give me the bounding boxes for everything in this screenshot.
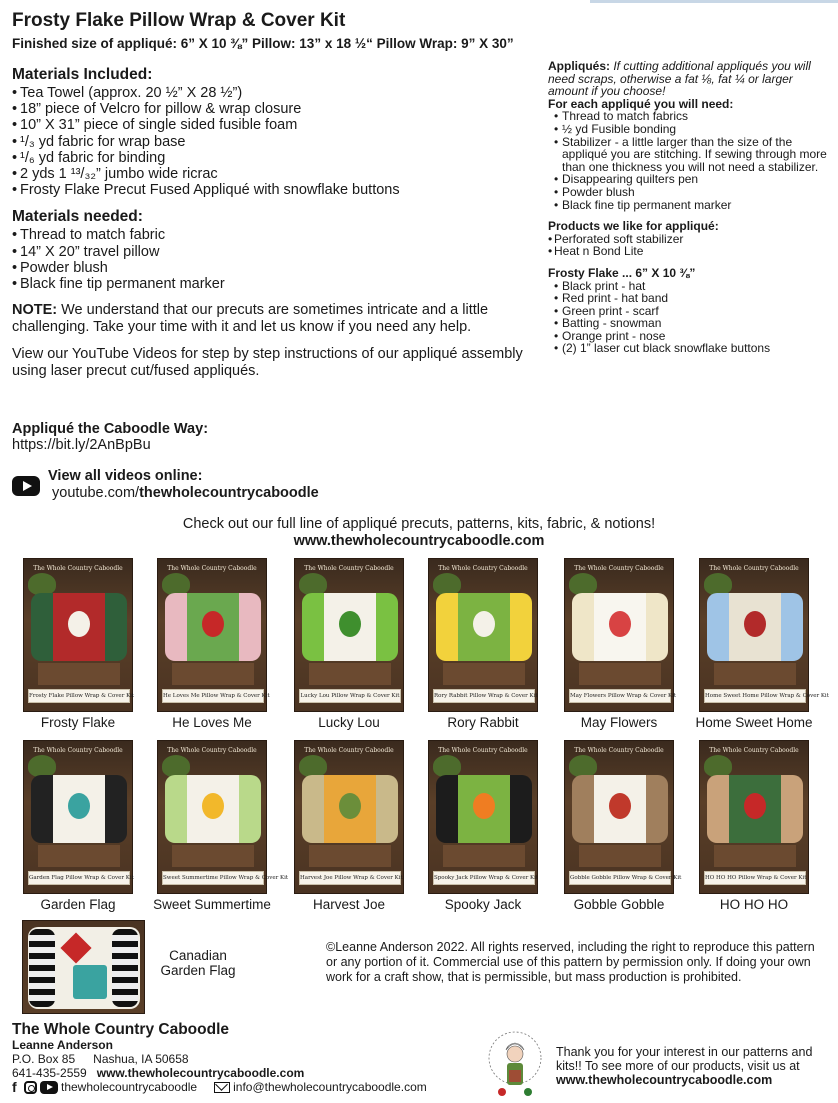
brand-text: The Whole Country Caboodle: [574, 747, 664, 754]
applique-motif: [744, 793, 766, 819]
thanks-website-link[interactable]: www.thewholecountrycaboodle.com: [556, 1073, 773, 1087]
materials-included-list: [12, 85, 532, 198]
list-item: • Black fine tip permanent marker: [12, 276, 532, 292]
list-item: • Thread to match fabric: [12, 227, 532, 243]
product-card[interactable]: [690, 740, 818, 912]
product-name[interactable]: Frosty Flake: [40, 715, 116, 730]
youtube-url-channel: thewholecountrycaboodle: [139, 485, 319, 501]
list-item: • Black fine tip permanent marker: [548, 199, 830, 212]
products-heading: Products we like for appliqué:: [548, 219, 719, 234]
applique-motif: [202, 793, 224, 819]
list-item: • Heat n Bond Lite: [548, 245, 830, 258]
brand-text: The Whole Country Caboodle: [304, 565, 394, 572]
package-label: Sweet Summertime Pillow Wrap & Cover Kit: [162, 871, 264, 885]
footer-phone-number: 641-435-2559: [12, 1066, 87, 1080]
right-column: [548, 60, 830, 355]
list-item: • Disappearing quilters pen: [548, 173, 830, 186]
product-card[interactable]: [690, 558, 829, 730]
list-item: • Green print - scarf: [548, 305, 830, 318]
package-label: May Flowers Pillow Wrap & Cover Kit: [569, 689, 671, 703]
materials-needed-heading: Materials needed:: [12, 208, 143, 226]
list-item: • ¹/₃ yd fabric for wrap base: [12, 134, 532, 150]
plant-decor: [569, 755, 597, 777]
product-image[interactable]: [699, 740, 809, 894]
check-fabric-right: [112, 929, 138, 1007]
wood-crate: [714, 845, 796, 867]
package-label: Gobble Gobble Pillow Wrap & Cover Kit: [569, 871, 671, 885]
note-text: We understand that our precuts are sometimes intricate and a little challenging. Take your time with it and let us know if you need any help.: [12, 302, 489, 336]
package-label: Garden Flag Pillow Wrap & Cover Kit: [28, 871, 130, 885]
applique-motif: [339, 611, 361, 637]
wood-crate: [579, 663, 661, 685]
watering-can-motif: [73, 965, 107, 999]
caboodle-logo: [484, 1030, 546, 1100]
brand-text: The Whole Country Caboodle: [709, 565, 799, 572]
note-paragraph: [12, 302, 532, 336]
top-rule: [590, 0, 838, 3]
list-item: • Orange print - nose: [548, 330, 830, 343]
plant-decor: [433, 755, 461, 777]
promo-website-link[interactable]: www.thewholecountrycaboodle.com: [293, 533, 545, 549]
list-item: • 18” piece of Velcro for pillow & wrap closure: [12, 101, 532, 117]
product-name[interactable]: HO HO HO: [719, 897, 789, 912]
brand-text: The Whole Country Caboodle: [304, 747, 394, 754]
product-card[interactable]: [555, 740, 683, 912]
wood-crate: [443, 663, 525, 685]
list-item: • Powder blush: [548, 186, 830, 199]
brand-text: The Whole Country Caboodle: [33, 747, 123, 754]
copyright-notice: ©Leanne Anderson 2022. All rights reserved, including the right to reproduce this pattern or any portion of it. Commercial use of this pattern by permission only. If doing your own work for a craft show, that is permissible, but mass production is prohibited.: [326, 940, 815, 984]
wood-crate: [579, 845, 661, 867]
brand-text: The Whole Country Caboodle: [167, 747, 257, 754]
product-image[interactable]: [23, 740, 133, 894]
check-fabric-left: [29, 929, 55, 1007]
product-image[interactable]: [294, 740, 404, 894]
list-item: • Red print - hat band: [548, 292, 830, 305]
applique-motif: [202, 611, 224, 637]
page-title: Frosty Flake Pillow Wrap & Cover Kit: [12, 10, 346, 31]
applique-motif: [473, 611, 495, 637]
applique-motif: [68, 793, 90, 819]
list-item: • Powder blush: [12, 260, 532, 276]
brand-text: The Whole Country Caboodle: [438, 747, 528, 754]
product-image[interactable]: [699, 558, 829, 712]
applique-motif: [473, 793, 495, 819]
list-item: • ½ yd Fusible bonding: [548, 123, 830, 136]
thanks-text: Thank you for your interest in our patterns and kits!! To see more of our products, visit us at: [556, 1045, 813, 1073]
product-name[interactable]: Spooky Jack: [444, 897, 522, 912]
package-label: Frosty Flake Pillow Wrap & Cover Kit: [28, 689, 130, 703]
wood-crate: [38, 845, 120, 867]
product-image[interactable]: [428, 558, 538, 712]
plant-decor: [162, 573, 190, 595]
product-name[interactable]: Home Sweet Home: [695, 715, 813, 730]
product-image[interactable]: [564, 558, 677, 712]
product-card[interactable]: [148, 740, 289, 912]
product-image[interactable]: [294, 558, 404, 712]
footer-address: [12, 1052, 189, 1066]
footer-city: Nashua, IA 50658: [93, 1052, 189, 1066]
package-label: Home Sweet Home Pillow Wrap & Cover Kit: [704, 689, 806, 703]
each-applique-heading: For each appliqué you will need:: [548, 96, 734, 111]
list-item: • 2 yds 1 ¹³/₃₂” jumbo wide ricrac: [12, 166, 532, 182]
applique-motif: [339, 793, 361, 819]
wood-crate: [309, 663, 391, 685]
list-item: • 14” X 20” travel pillow: [12, 244, 532, 260]
plant-decor: [704, 755, 732, 777]
materials-needed-list: [12, 227, 532, 292]
frosty-flake-heading: Frosty Flake ... 6” X 10 ⅜”: [548, 265, 696, 280]
list-item: • Tea Towel (approx. 20 ½” X 28 ½”): [12, 85, 532, 101]
footer-website-link[interactable]: www.thewholecountrycaboodle.com: [96, 1066, 305, 1080]
list-item: • Stabilizer - a little larger than the size of the appliqué you are stitching. If sewing through more than one thickness you will not need a stabilizer.: [548, 136, 830, 174]
page-subtitle: Finished size of appliqué: 6” X 10 ⅜” Pillow: 13” x 18 ½“ Pillow Wrap: 9” X 30”: [12, 36, 514, 51]
list-item: • 10” X 31” piece of single sided fusible foam: [12, 117, 532, 133]
footer-company: The Whole Country Caboodle: [12, 1021, 229, 1038]
thanks-message: [556, 1045, 834, 1087]
frosty-flake-list: [548, 280, 830, 356]
plant-decor: [433, 573, 461, 595]
product-name[interactable]: Harvest Joe: [312, 897, 386, 912]
package-label: Rory Rabbit Pillow Wrap & Cover Kit: [433, 689, 535, 703]
brand-text: The Whole Country Caboodle: [709, 747, 799, 754]
appliques-label: Appliqués:: [548, 59, 610, 73]
product-name[interactable]: Sweet Summertime: [153, 897, 271, 912]
package-label: Spooky Jack Pillow Wrap & Cover Kit: [433, 871, 535, 885]
instagram-icon[interactable]: [24, 1081, 37, 1094]
list-item: • Frosty Flake Precut Fused Appliqué with snowflake buttons: [12, 182, 532, 198]
product-card[interactable]: [419, 558, 547, 730]
package-label: Harvest Joe Pillow Wrap & Cover Kit: [299, 871, 401, 885]
youtube-link[interactable]: [52, 485, 319, 501]
list-item: • Thread to match fabrics: [548, 110, 830, 123]
product-name[interactable]: May Flowers: [580, 715, 658, 730]
wood-crate: [172, 663, 254, 685]
product-image-canadian-garden-flag[interactable]: [22, 920, 145, 1014]
brand-text: The Whole Country Caboodle: [574, 565, 664, 572]
list-item: • (2) 1” laser cut black snowflake buttons: [548, 342, 830, 355]
list-item: • Black print - hat: [548, 280, 830, 293]
product-image[interactable]: [428, 740, 538, 894]
youtube-icon[interactable]: [12, 476, 40, 496]
list-item: • ¹/₆ yd fabric for binding: [12, 150, 532, 166]
package-label: HO HO HO Pillow Wrap & Cover Kit: [704, 871, 806, 885]
product-card[interactable]: [555, 558, 683, 730]
plant-decor: [299, 755, 327, 777]
mail-icon: [214, 1082, 230, 1093]
package-label: Lucky Lou Pillow Wrap & Cover Kit: [299, 689, 401, 703]
product-name[interactable]: Gobble Gobble: [573, 897, 665, 912]
applique-motif: [744, 611, 766, 637]
note-label: NOTE:: [12, 302, 58, 319]
product-card[interactable]: [14, 558, 142, 730]
product-card[interactable]: [419, 740, 547, 912]
package-label: He Loves Me Pillow Wrap & Cover Kit: [162, 689, 264, 703]
caboodle-way-link[interactable]: https://bit.ly/2AnBpBu: [12, 437, 151, 453]
footer-email-link[interactable]: info@thewholecountrycaboodle.com: [233, 1080, 427, 1094]
product-image[interactable]: [564, 740, 682, 894]
list-item: • Perforated soft stabilizer: [548, 233, 830, 246]
plant-decor: [299, 573, 327, 595]
appliques-note: [548, 60, 830, 98]
product-name[interactable]: Garden Flag: [40, 897, 116, 912]
product-card[interactable]: [285, 740, 413, 912]
facebook-icon[interactable]: f: [12, 1078, 17, 1095]
plant-decor: [704, 573, 732, 595]
wood-crate: [309, 845, 391, 867]
wood-crate: [38, 663, 120, 685]
products-list: [548, 233, 830, 258]
footer-contact: [12, 1066, 304, 1080]
footer-person: Leanne Anderson: [12, 1038, 113, 1052]
wood-crate: [714, 663, 796, 685]
product-name[interactable]: Lucky Lou: [318, 715, 380, 730]
product-card[interactable]: [148, 558, 276, 730]
list-item: • Batting - snowman: [548, 317, 830, 330]
product-card[interactable]: [285, 558, 413, 730]
plant-decor: [569, 573, 597, 595]
appliques-text: If cutting additional appliqués you will need scraps, otherwise a fat ⅛, fat ¼ or larger amount if you choose!: [548, 59, 811, 99]
videos-label: View all videos online:: [48, 468, 203, 484]
plant-decor: [28, 755, 56, 777]
materials-included-heading: Materials Included:: [12, 66, 153, 83]
plant-decor: [162, 755, 190, 777]
caboodle-way-title: Appliqué the Caboodle Way:: [12, 421, 209, 437]
promo-line: Check out our full line of appliqué precuts, patterns, kits, fabric, & notions!: [182, 516, 656, 532]
product-image[interactable]: [157, 558, 270, 712]
social-row: [12, 1080, 427, 1094]
plant-decor: [28, 573, 56, 595]
product-name-canadian-garden-flag[interactable]: Canadian Garden Flag: [160, 948, 236, 978]
applique-motif: [609, 611, 631, 637]
left-column: [12, 66, 532, 380]
brand-text: The Whole Country Caboodle: [438, 565, 528, 572]
youtube-small-icon[interactable]: [40, 1081, 58, 1094]
product-card[interactable]: [14, 740, 142, 912]
product-image[interactable]: [157, 740, 289, 894]
applique-motif: [68, 611, 90, 637]
youtube-url-prefix: youtube.com/: [52, 485, 140, 501]
youtube-paragraph: View our YouTube Videos for step by step instructions of our appliqué assembly using laser precut cut/fused appliqués.: [12, 346, 523, 380]
product-name[interactable]: Rory Rabbit: [447, 715, 519, 730]
social-handle[interactable]: thewholecountrycaboodle: [61, 1080, 198, 1094]
product-name[interactable]: He Loves Me: [172, 715, 252, 730]
product-image[interactable]: [23, 558, 133, 712]
each-applique-list: [548, 110, 830, 211]
wood-crate: [172, 845, 254, 867]
applique-motif: [609, 793, 631, 819]
brand-text: The Whole Country Caboodle: [167, 565, 257, 572]
wood-crate: [443, 845, 525, 867]
footer-po-box: P.O. Box 85: [12, 1052, 76, 1066]
brand-text: The Whole Country Caboodle: [33, 565, 123, 572]
